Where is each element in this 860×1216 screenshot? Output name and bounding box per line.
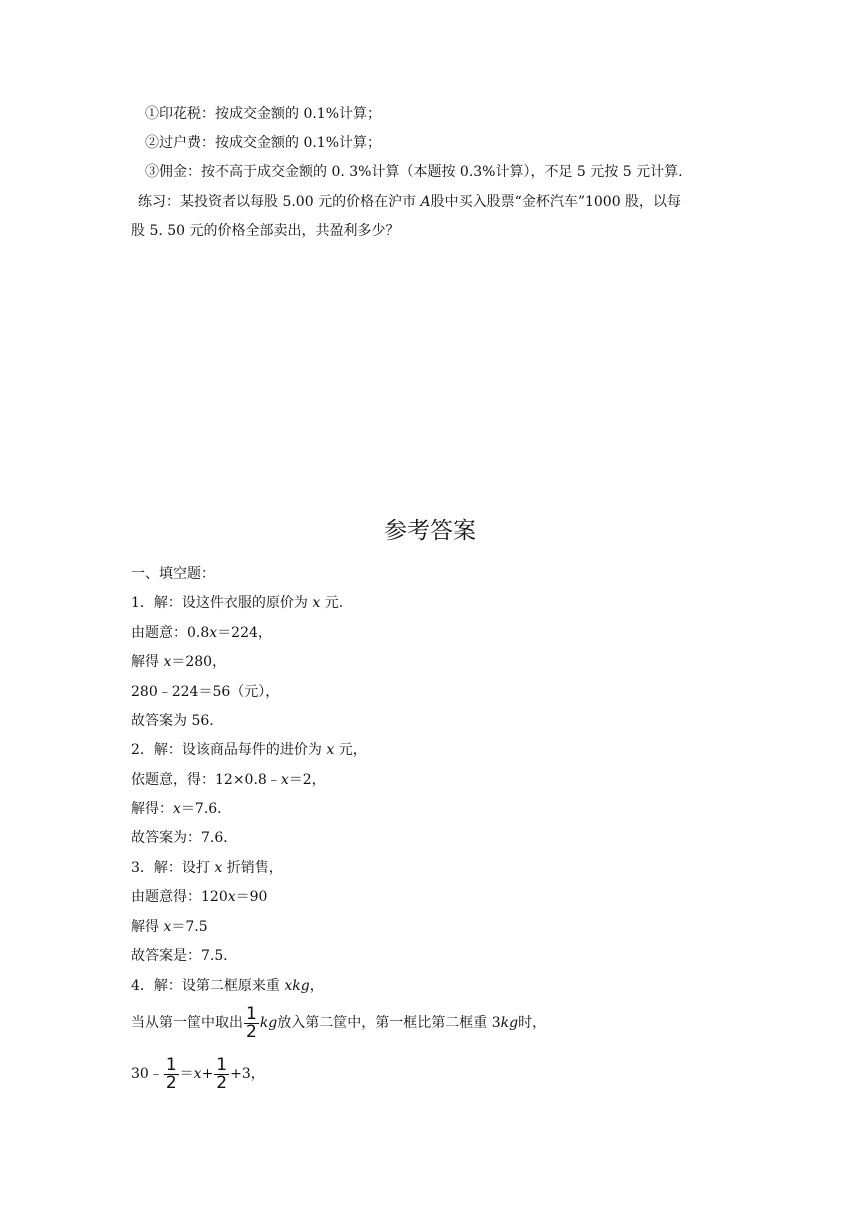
q1-line-1: 1．解：设这件衣服的原价为 x 元. xyxy=(131,595,344,611)
exercise-line-1: 练习：某投资者以每股 5.00 元的价格在沪市 A股中买入股票“金杯汽车”1000 股，以每 xyxy=(138,194,682,210)
q3-line-2: 由题意得：120x＝90 xyxy=(131,889,268,905)
q4-line-3: 30﹣ $\frac{1}{2}$ ＝x+ $\frac{1}{2}$ +3， xyxy=(131,1054,265,1093)
q2-line-1: 2．解：设该商品每件的进价为 x 元， xyxy=(131,742,367,758)
exercise-line-2: 股 5. 50 元的价格全部卖出，共盈利多少？ xyxy=(131,223,400,239)
fraction-one-half: $\frac{1}{2}$ xyxy=(246,1003,257,1042)
q3-line-4: 故答案是：7.5． xyxy=(131,948,238,964)
q3-line-3: 解得 x＝7.5 xyxy=(131,919,208,935)
q2-line-3: 解得：x＝7.6． xyxy=(131,801,232,817)
fraction-one-half: $\frac{1}{2}$ xyxy=(216,1054,228,1093)
q4-line-2: 当从第一筐中取出 $\frac{1}{2}$ kg放入第二筐中，第一框比第二框重 3kg时， xyxy=(131,1003,547,1042)
q1-line-2: 由题意：0.8x＝224， xyxy=(131,625,272,641)
fraction-one-half: $\frac{1}{2}$ xyxy=(165,1054,177,1093)
answers-title: 参考答案 xyxy=(384,518,476,544)
q3-line-1: 3．解：设打 x 折销售， xyxy=(131,860,283,876)
q1-line-4: 280﹣224＝56（元）， xyxy=(131,684,280,700)
fee-stamp-tax: ①印花税：按成交金额的 0.1%计算； xyxy=(145,106,382,122)
q2-line-2: 依题意，得：12×0.8﹣x＝2， xyxy=(131,772,326,788)
q1-line-3: 解得 x＝280， xyxy=(131,654,227,670)
q4-line-1: 4．解：设第二框原来重 xkg， xyxy=(131,978,324,994)
section-heading: 一、填空题： xyxy=(131,566,215,582)
q2-line-4: 故答案为：7.6． xyxy=(131,830,238,846)
fee-transfer: ②过户费：按成交金额的 0.1%计算； xyxy=(145,135,382,151)
fee-commission: ③佣金：按不高于成交金额的 0. 3%计算（本题按 0.3%计算），不足 5 元按 5 元计算. xyxy=(145,164,683,180)
q1-line-5: 故答案为 56. xyxy=(131,713,214,729)
